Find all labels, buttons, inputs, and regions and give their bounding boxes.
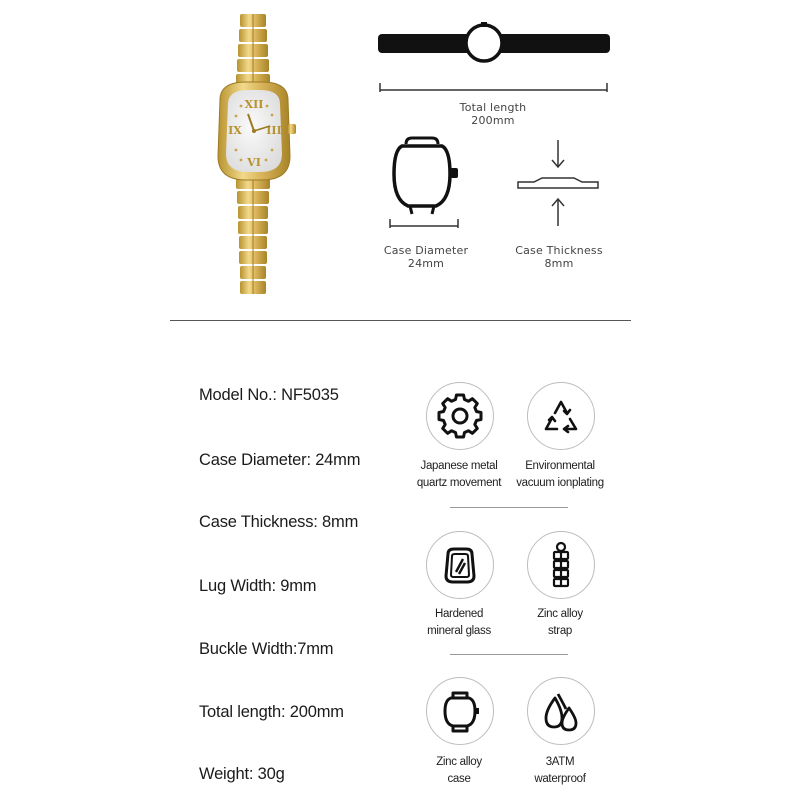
total-length-title: Total length <box>459 101 527 114</box>
feature-glass-label: Hardened mineral glass <box>427 608 491 637</box>
feature-movement-label: Japanese metal quartz movement <box>416 460 502 489</box>
watch-case-icon <box>427 678 493 744</box>
case-thickness-diagram <box>510 138 608 230</box>
feature-plating <box>527 382 595 450</box>
spec-total-length: Total length: 200mm <box>199 703 344 721</box>
case-diameter-title: Case Diameter <box>383 244 469 257</box>
feature-row-divider-2 <box>450 654 568 655</box>
total-length-value: 200mm <box>471 114 515 127</box>
product-watch-image <box>196 10 322 302</box>
gear-icon <box>427 383 493 449</box>
spec-case-thickness: Case Thickness: 8mm <box>199 513 359 531</box>
feature-case-label: Zinc alloy case <box>436 756 482 785</box>
recycle-icon <box>528 383 594 449</box>
case-diameter-value: 24mm <box>407 257 445 270</box>
mineral-glass-icon <box>427 532 493 598</box>
feature-case <box>426 677 494 745</box>
feature-glass <box>426 531 494 599</box>
water-drops-icon <box>528 678 594 744</box>
upper-bracelet <box>236 14 270 85</box>
svg-text:IX: IX <box>228 124 242 137</box>
case-diameter-caption <box>366 244 486 270</box>
section-divider <box>170 320 631 321</box>
svg-text:VI: VI <box>247 156 261 169</box>
lower-bracelet <box>236 176 270 294</box>
strap-icon <box>528 532 594 598</box>
case-thickness-title: Case Thickness <box>515 244 603 257</box>
feature-waterproof <box>527 677 595 745</box>
feature-waterproof-label: 3ATM waterproof <box>534 756 586 785</box>
case-thickness-value: 8mm <box>544 257 574 270</box>
spec-lug-width: Lug Width: 9mm <box>199 577 317 595</box>
case-diameter-diagram <box>382 128 472 232</box>
total-length-caption <box>433 101 553 127</box>
feature-plating-label: Environmental vacuum ionplating <box>516 460 604 489</box>
spec-buckle-width: Buckle Width:7mm <box>199 640 334 658</box>
case-thickness-caption <box>499 244 619 270</box>
feature-strap <box>527 531 595 599</box>
svg-text:XII: XII <box>244 98 264 111</box>
feature-row-divider-1 <box>450 507 568 508</box>
spec-model-no: Model No.: NF5035 <box>199 386 339 404</box>
feature-movement <box>426 382 494 450</box>
strap-length-diagram <box>370 20 620 98</box>
spec-weight: Weight: 30g <box>199 765 285 783</box>
feature-strap-label: Zinc alloy strap <box>537 608 583 637</box>
spec-case-diameter: Case Diameter: 24mm <box>199 451 361 469</box>
svg-text:III: III <box>266 124 282 137</box>
